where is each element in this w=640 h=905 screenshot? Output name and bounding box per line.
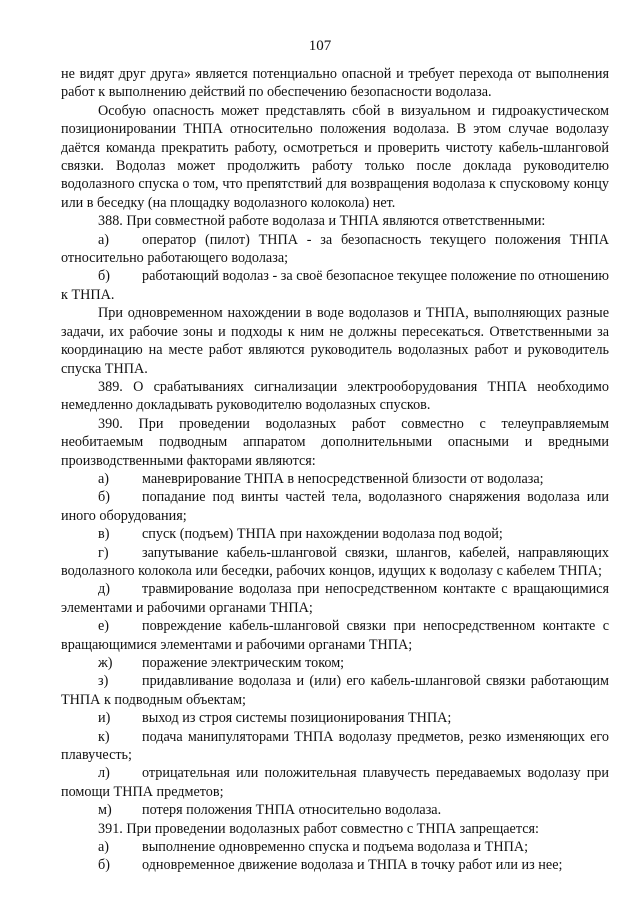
paragraph: 390. При проведении водолазных работ совместно с телеуправляемым необитаемым подводным аппаратом дополнительными опасными и вредными производственными факторами являются: bbox=[61, 415, 609, 469]
list-item-text: потеря положения ТНПА относительно водолаза. bbox=[142, 802, 442, 819]
list-item bbox=[61, 672, 609, 709]
list-item bbox=[61, 470, 609, 488]
list-item bbox=[61, 709, 609, 727]
list-item bbox=[61, 764, 609, 801]
list-item-text: подача манипуляторами ТНПА водолазу предметов, резко изменяющих его плавучесть; bbox=[61, 728, 609, 764]
list-item-marker: а) bbox=[98, 839, 110, 856]
list-item bbox=[61, 231, 609, 268]
list-item-text: оператор (пилот) ТНПА - за безопасность текущего положения ТНПА относительно работающего водолаза; bbox=[61, 231, 609, 267]
list-item-text: спуск (подъем) ТНПА при нахождении водолаза под водой; bbox=[142, 526, 503, 543]
list-item-text: поражение электрическим током; bbox=[142, 655, 345, 671]
list-item-marker: ж) bbox=[98, 655, 113, 671]
list-item-text: одновременное движение водолаза и ТНПА в точку работ или из нее; bbox=[142, 857, 563, 874]
list-item-text: работающий водолаз - за своё безопасное текущее положение по отношению к ТНПА. bbox=[61, 268, 609, 303]
list-item bbox=[61, 856, 609, 874]
list-item-marker: з) bbox=[98, 673, 109, 690]
list-item-text: повреждение кабель-шланговой связки при непосредственном контакте с вращающимися элементами и рабочими органами ТНПА; bbox=[61, 618, 609, 653]
paragraph: не видят друг друга» является потенциально опасной и требует перехода от выполнения работ к выполнению действий по обеспечению безопасности водолаза. bbox=[61, 66, 609, 101]
list-item bbox=[61, 654, 609, 672]
paragraph: 388. При совместной работе водолаза и ТНПА являются ответственными: bbox=[98, 213, 546, 230]
list-item-text: отрицательная или положительная плавучесть передаваемых водолазу при помощи ТНПА предметов; bbox=[61, 765, 609, 800]
list-item bbox=[61, 267, 609, 304]
list-item-text: придавливание водолаза и (или) его кабель-шланговой связки работающим ТНПА к подводным объектам; bbox=[61, 673, 609, 708]
list-item bbox=[61, 544, 609, 581]
list-item-marker: а) bbox=[98, 470, 110, 487]
list-item-text: травмирование водолаза при непосредственном контакте с вращающимися элементами и рабочими органами ТНПА; bbox=[61, 581, 609, 616]
list-item bbox=[61, 488, 609, 525]
list-item-marker: г) bbox=[98, 544, 109, 561]
page-number: 107 bbox=[308, 38, 332, 54]
list-item-marker: к) bbox=[98, 728, 110, 745]
document-body bbox=[61, 65, 609, 875]
list-item-marker: и) bbox=[98, 710, 111, 727]
list-item-marker: б) bbox=[98, 857, 110, 874]
list-item-text: маневрирование ТНПА в непосредственной близости от водолаза; bbox=[142, 470, 544, 487]
list-item-text: запутывание кабель-шланговой связки, шлангов, кабелей, направляющих водолазного колокола или беседки, рабочих концов, идущих к водолазу с кабелем ТНПА; bbox=[61, 544, 609, 579]
list-item bbox=[61, 728, 609, 765]
list-item-text: выход из строя системы позиционирования ТНПА; bbox=[142, 710, 452, 727]
list-item bbox=[61, 617, 609, 654]
list-item-marker: м) bbox=[98, 802, 112, 819]
paragraph: Особую опасность может представлять сбой в визуальном и гидроакустическом позиционировании ТНПА относительно положения водолаза. В этом случае водолазу даётся команда прекратить работу, осмотреться и проверить чистоту кабель-шланговой связки. Водолаз может продолжить работу только после доклада руководителю водолазного спуска о том, что препятствий для возвращения водолаза к спусковому концу или в беседку (на площадку водолазного колокола) нет. bbox=[61, 102, 609, 211]
list-item bbox=[61, 838, 609, 856]
list-item-marker: е) bbox=[98, 618, 110, 635]
list-item bbox=[61, 525, 609, 543]
list-item-marker: б) bbox=[98, 268, 110, 285]
list-item-marker: а) bbox=[98, 231, 110, 248]
list-item bbox=[61, 580, 609, 617]
list-item bbox=[61, 801, 609, 819]
list-item-marker: л) bbox=[98, 765, 110, 782]
list-item-marker: б) bbox=[98, 489, 110, 506]
list-item-marker: д) bbox=[98, 581, 110, 598]
list-item-text: выполнение одновременно спуска и подъема водолаза и ТНПА; bbox=[142, 839, 529, 856]
paragraph: 389. О срабатываниях сигнализации электрооборудования ТНПА необходимо немедленно докладывать руководителю водолазных спусков. bbox=[61, 378, 609, 414]
list-item-marker: в) bbox=[98, 526, 110, 543]
list-item-text: попадание под винты частей тела, водолазного снаряжения водолаза или иного оборудования; bbox=[61, 489, 609, 524]
paragraph: 391. При проведении водолазных работ совместно с ТНПА запрещается: bbox=[98, 820, 539, 837]
paragraph: При одновременном нахождении в воде водолазов и ТНПА, выполняющих разные задачи, их рабочие зоны и подходы к ним не должны пересекаться. Ответственными за координацию на месте работ являются руководитель водолазных работ и руководитель спуска ТНПА. bbox=[61, 305, 609, 377]
